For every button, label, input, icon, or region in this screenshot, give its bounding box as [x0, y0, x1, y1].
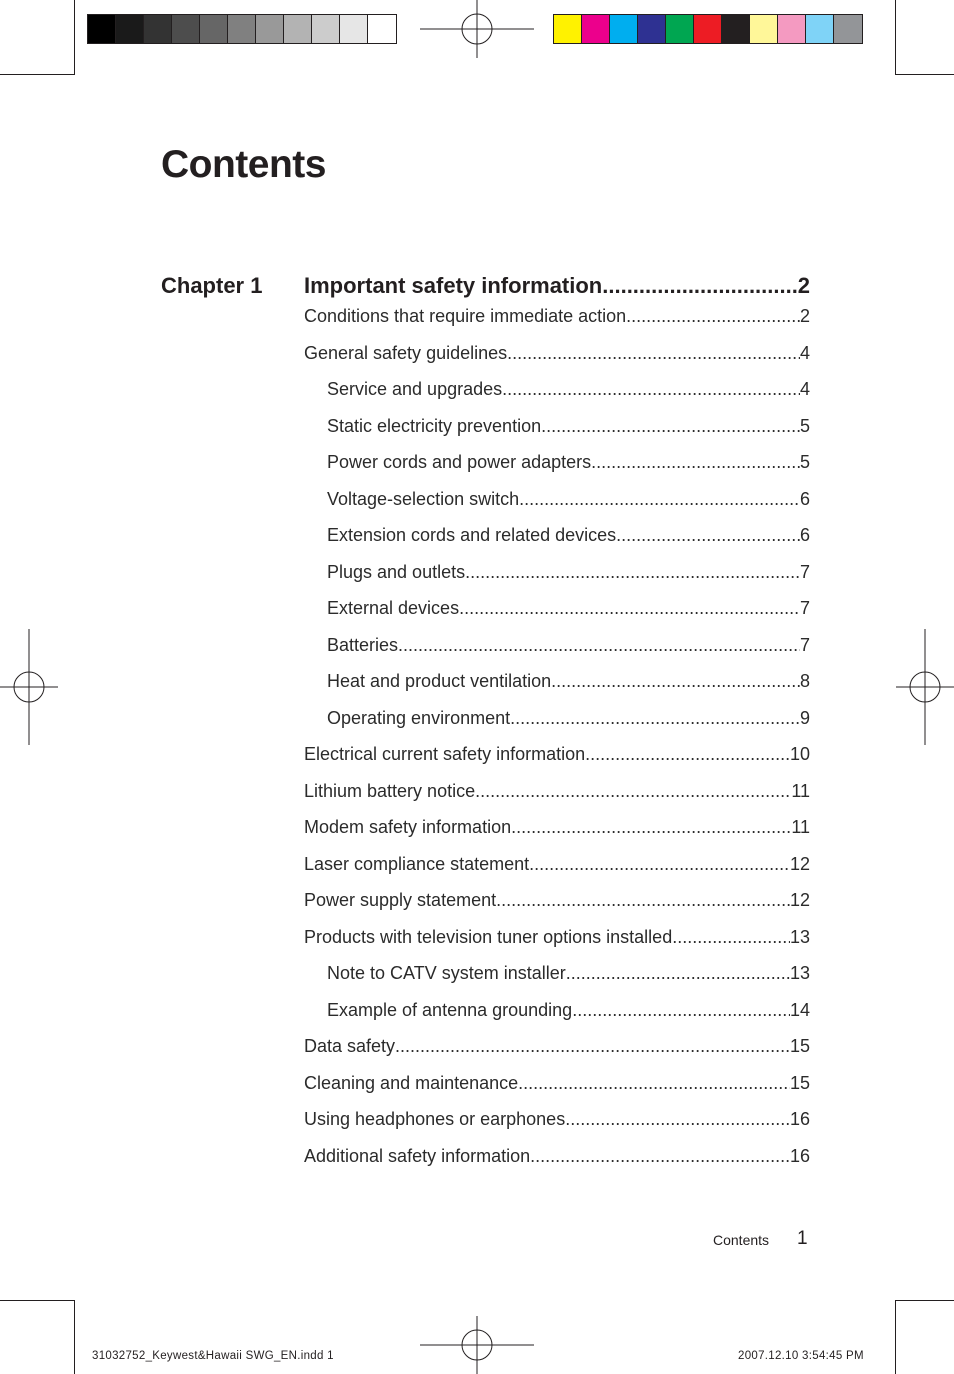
toc-entry-title: Products with television tuner options installed: [304, 926, 673, 947]
toc-dot-leader: [565, 1107, 790, 1131]
toc-entry[interactable]: [304, 925, 810, 962]
toc-entry-title: Lithium battery notice: [304, 780, 476, 801]
toc-dot-leader: [551, 669, 800, 693]
toc-entry-page: 14: [789, 999, 810, 1020]
toc-dot-leader: [475, 779, 791, 803]
toc-entry[interactable]: [304, 487, 810, 524]
toc-entry[interactable]: [304, 742, 810, 779]
gray-swatch: [172, 15, 200, 43]
registration-mark-bottom: [420, 1316, 534, 1374]
gray-swatch: [228, 15, 256, 43]
print-slug-timestamp: 2007.12.10 3:54:45 PM: [738, 1350, 864, 1362]
toc-entry-page: 16: [789, 1109, 810, 1129]
toc-entry[interactable]: [304, 341, 810, 378]
toc-entry-title: Using headphones or earphones: [304, 1109, 566, 1129]
toc-chapter-heading[interactable]: [304, 272, 810, 302]
toc-entry-title: Note to CATV system installer: [327, 963, 566, 983]
toc-entry-page: 12: [789, 853, 810, 874]
toc-entry[interactable]: [304, 523, 810, 560]
toc-dot-leader: [616, 523, 800, 547]
toc-entry-page: 5: [799, 415, 810, 436]
color-swatch: [666, 15, 694, 43]
toc-entry-title: Static electricity prevention: [327, 415, 542, 436]
color-swatch: [834, 15, 862, 43]
toc-entry-title: Power cords and power adapters: [327, 452, 592, 472]
toc-entry[interactable]: [304, 596, 810, 633]
toc-dot-leader: [511, 815, 791, 839]
grayscale-color-bar: [87, 14, 397, 44]
toc-entry[interactable]: [304, 1071, 810, 1108]
toc-dot-leader: [672, 925, 790, 949]
toc-dot-leader: [518, 1071, 790, 1095]
toc-entry[interactable]: [304, 852, 810, 889]
toc-dot-leader: [502, 377, 800, 401]
toc-entry[interactable]: [304, 1144, 810, 1181]
toc-entry-page: 4: [799, 379, 810, 399]
toc-entry-page: 8: [799, 671, 810, 691]
toc-entry-page: 15: [789, 1072, 810, 1093]
color-swatch: [750, 15, 778, 43]
gray-swatch: [256, 15, 284, 43]
toc-entry[interactable]: [304, 779, 810, 816]
color-swatch: [638, 15, 666, 43]
toc-entry-title: Operating environment: [327, 707, 511, 728]
toc-dot-leader: [395, 1034, 790, 1058]
color-swatch: [610, 15, 638, 43]
toc-entry-page: 13: [789, 963, 810, 983]
toc-entry-title: Laser compliance statement: [304, 853, 530, 874]
gray-swatch: [340, 15, 368, 43]
toc-dot-leader: [496, 888, 790, 912]
toc-entry-page: 11: [791, 780, 810, 801]
toc-entry-page: 5: [799, 452, 810, 472]
toc-entry-page: 6: [799, 488, 810, 509]
color-swatch: [722, 15, 750, 43]
color-swatch: [778, 15, 806, 43]
toc-dot-leader: [459, 596, 800, 620]
toc-entry[interactable]: [304, 888, 810, 925]
footer-page-number: 1: [797, 1228, 808, 1249]
gray-swatch: [200, 15, 228, 43]
color-swatch: [582, 15, 610, 43]
toc-dot-leader: [507, 341, 800, 365]
toc-dot-leader: [510, 706, 800, 730]
toc-dot-leader: [398, 633, 800, 657]
toc-dot-leader: [585, 742, 790, 766]
gray-swatch: [144, 15, 172, 43]
toc-entry-title: Service and upgrades: [327, 379, 503, 399]
toc-dot-leader: [566, 961, 790, 985]
toc-entry-title: Example of antenna grounding: [327, 999, 573, 1020]
toc-entry-page: 12: [789, 890, 810, 910]
toc-entry-title: Voltage-selection switch: [327, 488, 520, 509]
toc-entry[interactable]: [304, 998, 810, 1035]
toc-entry[interactable]: [304, 706, 810, 743]
toc-entry-page: 16: [789, 1145, 810, 1166]
color-swatch: [694, 15, 722, 43]
toc-dot-leader: [572, 998, 790, 1022]
toc-entry-page: 11: [791, 817, 810, 837]
toc-entry-title: Electrical current safety information: [304, 744, 586, 764]
toc-entry-page: 4: [799, 342, 810, 363]
toc-dot-leader: [626, 304, 800, 328]
toc-entry[interactable]: [304, 304, 810, 341]
registration-mark-top: [420, 0, 534, 58]
toc-entry-page: 7: [799, 634, 810, 655]
footer-section-name: Contents: [713, 1232, 770, 1248]
toc-entry-title: Extension cords and related devices: [327, 525, 617, 545]
toc-entry-title: Plugs and outlets: [327, 561, 466, 582]
toc-entry-title: Cleaning and maintenance: [304, 1072, 519, 1093]
toc-entry-page: 13: [789, 926, 810, 947]
toc-entry-title: Modem safety information: [304, 817, 512, 837]
toc-entry[interactable]: [304, 560, 810, 597]
toc-entry[interactable]: [304, 961, 810, 998]
chapter-label: Chapter 1: [161, 273, 263, 298]
gray-swatch: [116, 15, 144, 43]
toc-entry[interactable]: [304, 377, 810, 414]
toc-entry[interactable]: [304, 450, 810, 487]
toc-entry-page: 7: [799, 561, 810, 582]
toc-entry-title: Conditions that require immediate action: [304, 306, 627, 326]
registration-mark-left: [0, 629, 58, 745]
gray-swatch: [284, 15, 312, 43]
toc-entry[interactable]: [304, 1107, 810, 1144]
toc-entry-title: General safety guidelines: [304, 342, 508, 363]
toc-entry[interactable]: [304, 1034, 810, 1071]
toc-entry[interactable]: [304, 815, 810, 852]
toc-entry-page: 6: [799, 525, 810, 545]
gray-swatch: [368, 15, 396, 43]
page-title: Contents: [161, 143, 326, 186]
toc-entry[interactable]: [304, 414, 810, 451]
toc-entry-page: 2: [799, 306, 810, 326]
toc-entry-title: Power supply statement: [304, 890, 497, 910]
toc-dot-leader: [529, 852, 790, 876]
toc-dot-leader: [602, 272, 798, 300]
toc-entry-title: Batteries: [327, 634, 399, 655]
toc-dot-leader: [541, 414, 800, 438]
toc-dot-leader: [591, 450, 800, 474]
toc-dot-leader: [530, 1144, 790, 1168]
toc-entry-page: 15: [789, 1036, 810, 1056]
color-swatch: [554, 15, 582, 43]
toc-entry[interactable]: [304, 633, 810, 670]
toc-entry-title: Heat and product ventilation: [327, 671, 552, 691]
process-color-bar: [553, 14, 863, 44]
gray-swatch: [312, 15, 340, 43]
gray-swatch: [88, 15, 116, 43]
toc-entry[interactable]: [304, 669, 810, 706]
toc-entry-title: Additional safety information: [304, 1145, 531, 1166]
toc-chapter-page: 2: [797, 273, 810, 298]
toc-entry-page: 9: [799, 707, 810, 728]
print-slug-filename: 31032752_Keywest&Hawaii SWG_EN.indd 1: [92, 1350, 334, 1362]
toc-chapter-title: Important safety information: [304, 273, 603, 298]
toc-entry-title: External devices: [327, 598, 460, 618]
registration-mark-right: [896, 629, 954, 745]
toc-entry-page: 7: [799, 598, 810, 618]
toc-entry-title: Data safety: [304, 1036, 396, 1056]
color-swatch: [806, 15, 834, 43]
table-of-contents: [304, 272, 810, 1180]
toc-entry-page: 10: [789, 744, 810, 764]
toc-dot-leader: [519, 487, 800, 511]
toc-dot-leader: [465, 560, 800, 584]
